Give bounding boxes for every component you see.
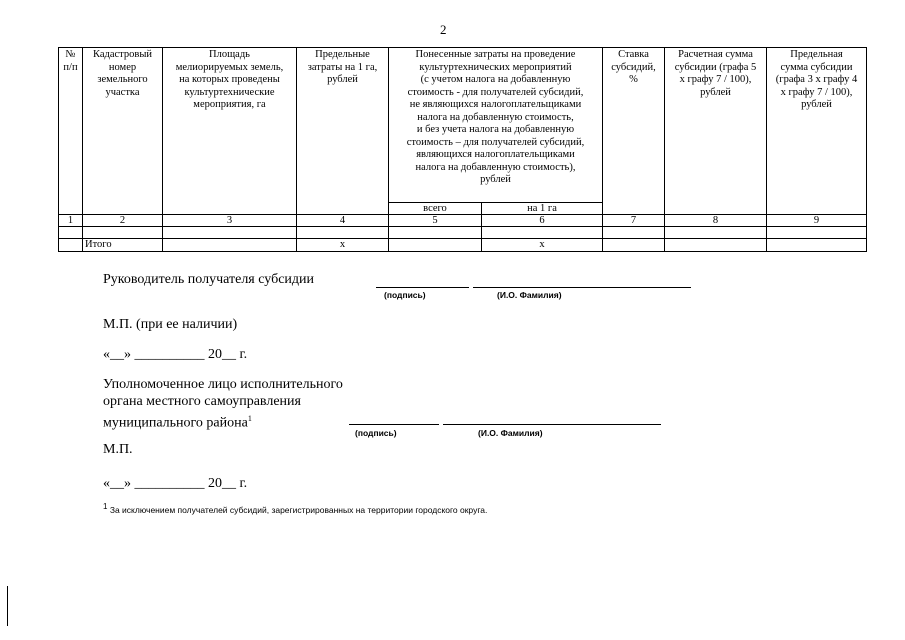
name-caption: (И.О. Фамилия): [497, 290, 562, 300]
column-number: 5: [389, 215, 482, 227]
authorized-person-title-line1: Уполномоченное лицо исполнительного: [103, 377, 343, 392]
name-caption: (И.О. Фамилия): [478, 428, 543, 438]
name-line: [473, 287, 691, 288]
column-number: 9: [767, 215, 867, 227]
header-cell-limit-sum: Предельная сумма субсидии (графа 3 x графу 4 x графу 7 / 100), рублей: [767, 48, 867, 215]
total-label: Итого: [83, 239, 163, 252]
column-number-row: [59, 215, 867, 227]
authorized-person-title-text: муниципального района: [103, 415, 248, 431]
table-cell: [767, 239, 867, 252]
date-line: «__» __________ 20__ г.: [103, 476, 248, 491]
header-cell-calculated-sum: Расчетная сумма субсидии (графа 5 x графу 7 / 100), рублей: [665, 48, 767, 215]
table-cell: [163, 227, 297, 239]
empty-data-row: [59, 227, 867, 239]
signature-caption: (подпись): [384, 290, 426, 300]
recipient-head-title: Руководитель получателя субсидии: [103, 272, 315, 287]
table-cell: [665, 239, 767, 252]
header-row: [59, 48, 867, 203]
stamp-note: М.П. (при ее наличии): [103, 317, 238, 332]
table-cell: [603, 227, 665, 239]
table-cell: [603, 239, 665, 252]
authorized-person-title-line2: органа местного самоуправления: [103, 394, 301, 409]
total-col6-mark: x: [482, 239, 603, 252]
footnote-mark: 1: [103, 502, 108, 511]
column-number: 4: [297, 215, 389, 227]
page-number: 2: [440, 22, 447, 37]
header-cell-number: № п/п: [59, 48, 83, 215]
column-number: 8: [665, 215, 767, 227]
scan-margin-mark: [7, 586, 8, 626]
column-number: 7: [603, 215, 665, 227]
table-cell: [297, 227, 389, 239]
footnote-text: За исключением получателей субсидий, зарегистрированных на территории городского округа.: [109, 504, 488, 515]
column-number: 3: [163, 215, 297, 227]
table-cell: [482, 227, 603, 239]
table-cell: [59, 239, 83, 252]
signature-line: [349, 424, 439, 425]
column-number: 6: [482, 215, 603, 227]
table-cell: [767, 227, 867, 239]
subheader-total: всего: [389, 203, 482, 215]
header-cell-limit-cost: Предельные затраты на 1 га, рублей: [297, 48, 389, 215]
stamp-note: М.П.: [103, 442, 133, 457]
subheader-per-hectare: на 1 га: [482, 203, 603, 215]
name-line: [443, 424, 661, 425]
footnote: [103, 502, 487, 515]
footnote-ref: 1: [247, 414, 252, 423]
header-cell-incurred-costs: Понесенные затраты на проведение культуртехнических мероприятий (с учетом налога на добавленную стоимость - для получателей субсидий, не являющихся налогоплательщиками налога на добавленную стоимость, и без учета налога на добавленную стоимость – для получателей субсидий, являющихся налогоплательщиками налога на добавленную стоимость), рублей: [389, 48, 603, 203]
signature-caption: (подпись): [355, 428, 397, 438]
header-cell-rate: Ставка субсидий, %: [603, 48, 665, 215]
authorized-person-title-line3: [103, 410, 252, 432]
total-row: [59, 239, 867, 252]
subsidy-calculation-table: [58, 47, 867, 252]
signature-line: [376, 287, 469, 288]
table-cell: [389, 239, 482, 252]
total-col4-mark: x: [297, 239, 389, 252]
header-cell-area: Площадь мелиорируемых земель, на которых проведены культуртехнические мероприятия, га: [163, 48, 297, 215]
column-number: 2: [83, 215, 163, 227]
table-cell: [389, 227, 482, 239]
column-number: 1: [59, 215, 83, 227]
header-cell-cadastral: Кадастровый номер земельного участка: [83, 48, 163, 215]
table-cell: [665, 227, 767, 239]
table-cell: [59, 227, 83, 239]
table-cell: [83, 227, 163, 239]
date-line: «__» __________ 20__ г.: [103, 347, 248, 362]
table-cell: [163, 239, 297, 252]
